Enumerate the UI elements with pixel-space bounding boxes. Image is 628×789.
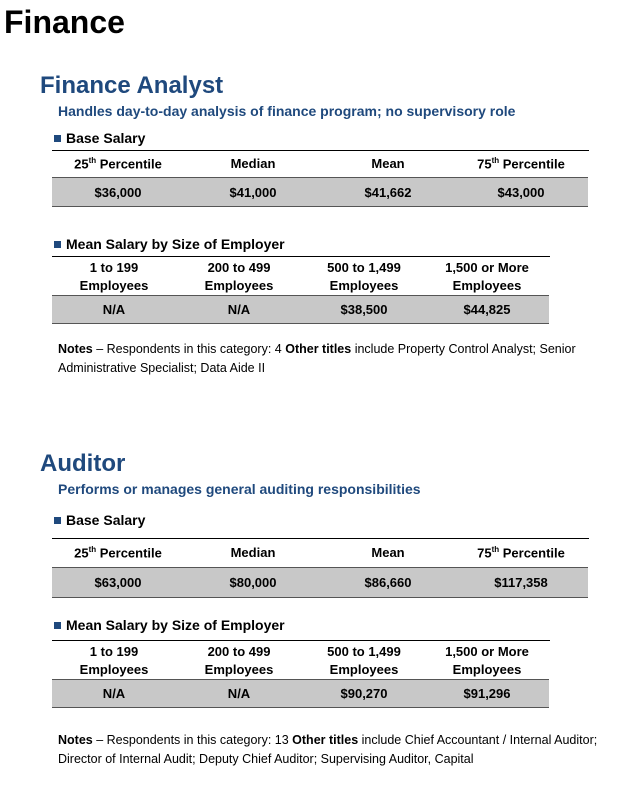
size-header-4: 1,500 or More Employees <box>445 644 529 677</box>
job-title: Auditor <box>40 450 126 477</box>
size-value-3: $90,270 <box>340 686 388 701</box>
value-mean: $86,660 <box>364 575 412 590</box>
header-median: Median <box>230 156 276 171</box>
job-description: Handles day-to-day analysis of finance program; no supervisory role <box>58 103 516 119</box>
header-p25: 25th Percentile <box>74 545 162 561</box>
header-mean: Mean <box>371 156 405 171</box>
value-p25: $63,000 <box>94 575 142 590</box>
size-value-1: N/A <box>102 686 126 701</box>
size-value-1: N/A <box>102 302 126 317</box>
header-mean: Mean <box>371 545 405 560</box>
table-rule <box>52 640 550 641</box>
notes: Notes – Respondents in this category: 13 Other titles include Chief Accountant / Internal Auditor; Director of Internal Audit; Deputy Chief Auditor; Supervising Auditor, Capital <box>58 733 598 766</box>
table-rule <box>52 150 589 151</box>
size-value-3: $38,500 <box>340 302 388 317</box>
notes: Notes – Respondents in this category: 4 Other titles include Property Control Analyst; Senior Administrative Specialist; Data Aide II <box>58 342 576 375</box>
size-salary-label-text: Mean Salary by Size of Employer <box>66 617 285 633</box>
base-salary-label <box>54 512 145 528</box>
square-bullet-icon <box>54 135 61 142</box>
size-header-4: 1,500 or More Employees <box>445 260 529 293</box>
size-salary-label <box>54 617 285 633</box>
value-median: $80,000 <box>229 575 277 590</box>
size-value-2: N/A <box>227 302 251 317</box>
square-bullet-icon <box>54 241 61 248</box>
square-bullet-icon <box>54 622 61 629</box>
table-rule <box>52 256 550 257</box>
value-median: $41,000 <box>229 185 277 200</box>
value-p75: $43,000 <box>497 185 545 200</box>
base-salary-label-text: Base Salary <box>66 130 146 146</box>
size-value-4: $91,296 <box>463 686 511 701</box>
size-header-1: 1 to 199 Employees <box>79 260 149 293</box>
header-p75: 75th Percentile <box>477 156 565 172</box>
header-p25: 25th Percentile <box>74 156 162 172</box>
size-header-2: 200 to 499 Employees <box>204 644 274 677</box>
header-median: Median <box>230 545 276 560</box>
size-salary-label <box>54 236 285 252</box>
size-salary-label-text: Mean Salary by Size of Employer <box>66 236 285 252</box>
size-value-4: $44,825 <box>463 302 511 317</box>
value-mean: $41,662 <box>364 185 412 200</box>
size-header-3: 500 to 1,499 Employees <box>327 260 401 293</box>
page-title: Finance <box>4 4 125 40</box>
header-p75: 75th Percentile <box>477 545 565 561</box>
value-p75: $117,358 <box>494 575 548 590</box>
job-description: Performs or manages general auditing responsibilities <box>58 481 421 497</box>
size-header-3: 500 to 1,499 Employees <box>327 644 401 677</box>
size-header-2: 200 to 499 Employees <box>204 260 274 293</box>
base-salary-label <box>54 130 145 146</box>
size-header-1: 1 to 199 Employees <box>79 644 149 677</box>
value-p25: $36,000 <box>94 185 142 200</box>
size-value-2: N/A <box>227 686 251 701</box>
square-bullet-icon <box>54 517 61 524</box>
base-salary-label-text: Base Salary <box>66 512 146 528</box>
job-title: Finance Analyst <box>40 72 224 99</box>
table-rule <box>52 538 589 539</box>
